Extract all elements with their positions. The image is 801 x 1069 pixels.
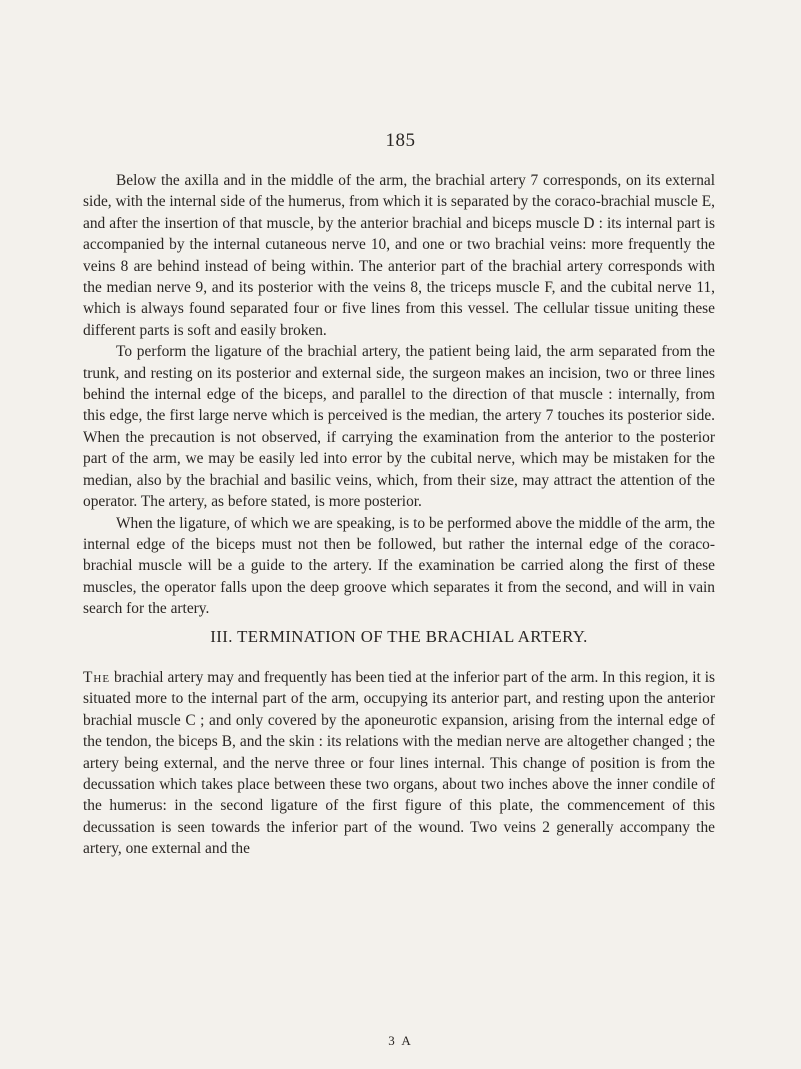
paragraph-termination-text: brachial artery may and frequently has been tied at the inferior part of the arm. In this region, it is situated more to the internal part of the arm, occupying its anterior part, and resting upon the anterior brachial muscle C ; and only covered by the aponeurotic expansion, arising from the internal edge of the tendon, the biceps B, and the skin : its relations with the median nerve are altogether changed ; the artery being external, and the nerve three or four lines internal. This change of position is from the decussation which takes place between these two organs, about two inches above the inner condile of the humerus: in the second ligature of the first figure of this plate, the commencement of this decussation is seen towards the inferior part of the wound. Two veins 2 generally accompany the artery, one external and the [83, 669, 715, 858]
paragraph-ligature-above-middle: When the ligature, of which we are speaking, is to be performed above the middle of the arm, the internal edge of the biceps must not then be followed, but rather the internal edge of the coraco-brachial muscle will be a guide to the artery. If the examination be carried along the first of these muscles, the operator falls upon the deep groove which separates it from the second, and will in vain search for the artery. [83, 514, 715, 618]
signature-mark: 3 A [388, 1033, 413, 1048]
paragraph-ligature-procedure: To perform the ligature of the brachial artery, the patient being laid, the arm separated from the trunk, and resting on its posterior and external side, the surgeon makes an incision, two or three lines behind the internal edge of the biceps, and parallel to the direction of that muscle : internally, from this edge, the first large nerve which is perceived is the median, the artery 7 touches its posterior side. When the precaution is not observed, if carrying the examination from the anterior to the posterior part of the arm, we may be easily led into error by the cubital nerve, which may be mistaken for the median, also by the brachial and basilic veins, which, from their size, may attract the attention of the operator. The artery, as before stated, is more posterior. [83, 343, 715, 511]
section-heading: III. TERMINATION OF THE BRACHIAL ARTERY. [210, 627, 588, 646]
paragraph-brachial-relations: Below the axilla and in the middle of the arm, the brachial artery 7 corresponds, on its external side, with the internal side of the humerus, from which it is separated by the coraco-brachial muscle E, and after the insertion of that muscle, by the anterior brachial and biceps muscle D : its internal part is accompanied by the internal cutaneous nerve 10, and one or two brachial veins: more frequently the veins 8 are behind instead of being within. The anterior part of the brachial artery corresponds with the median nerve 9, and its posterior with the veins 8, the triceps muscle F, and the cubital nerve 11, which is always found separated four or five lines from this vessel. The cellular tissue uniting these different parts is soft and easily broken. [83, 172, 715, 339]
paragraph-termination [83, 667, 715, 860]
body-text-upper [83, 170, 715, 620]
section-opening-word: The [83, 669, 111, 686]
body-text-lower [83, 667, 715, 860]
page-number: 185 [385, 130, 416, 151]
